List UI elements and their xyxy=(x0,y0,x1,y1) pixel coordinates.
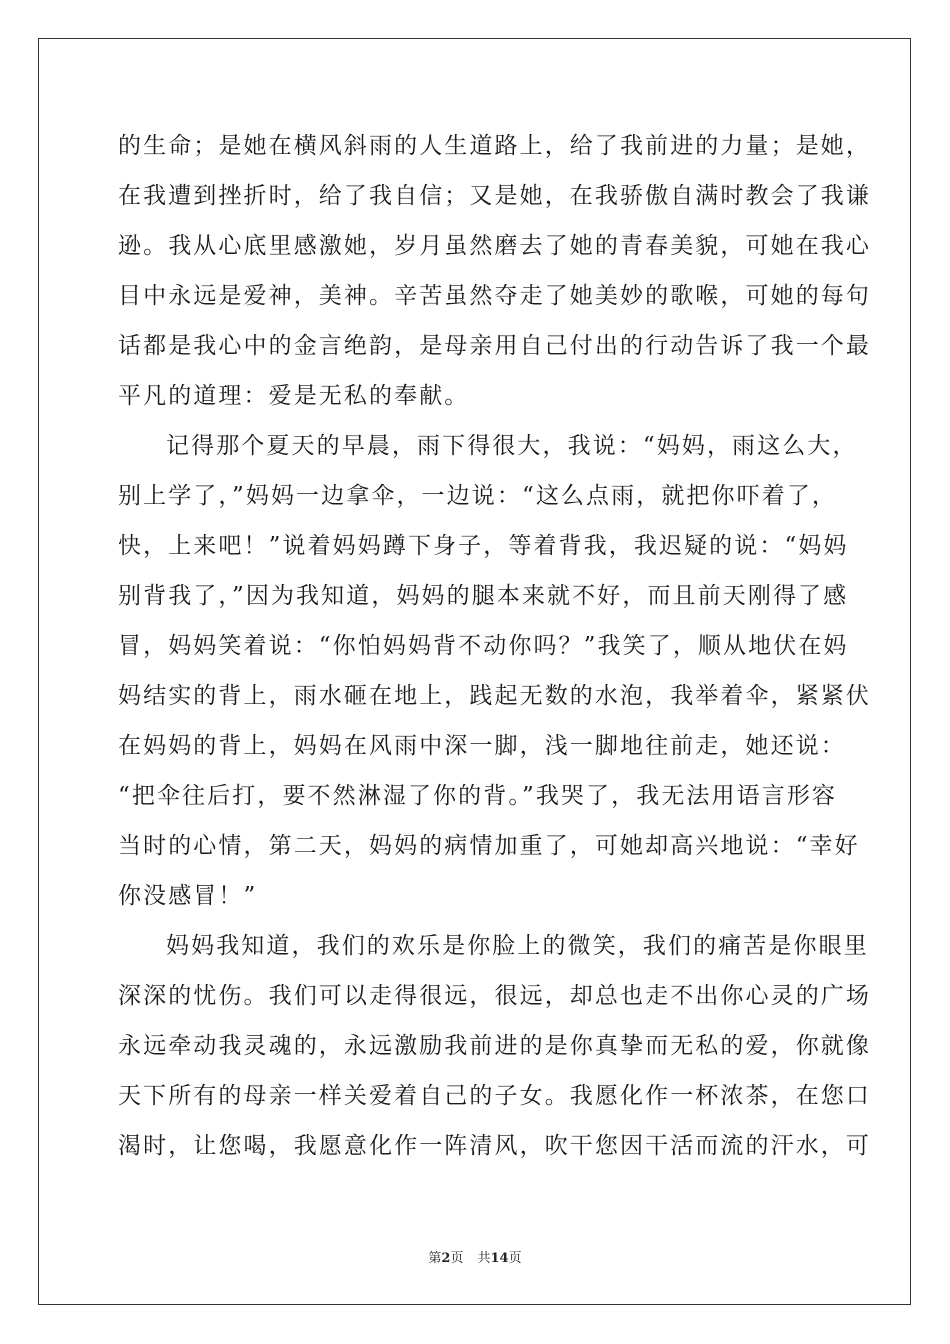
text-line: 妈结实的背上，雨水砸在地上，践起无数的水泡，我举着伞，紧紧伏 xyxy=(118,683,871,709)
text-line: 目中永远是爱神，美神。辛苦虽然夺走了她美妙的歌喉，可她的每句 xyxy=(118,283,871,309)
footer-total-prefix: 共 xyxy=(477,1251,491,1266)
text-line: 深深的忧伤。我们可以走得很远，很远，却总也走不出你心灵的广场 xyxy=(118,983,871,1009)
total-page-number: 14 xyxy=(490,1251,509,1266)
text-line: “把伞往后打，要不然淋湿了你的背。”我哭了，我无法用语言形容 xyxy=(118,783,838,809)
text-line: 话都是我心中的金言绝韵，是母亲用自己付出的行动告诉了我一个最 xyxy=(118,333,871,359)
text-line: 你没感冒！” xyxy=(118,883,258,909)
text-line: 在妈妈的背上，妈妈在风雨中深一脚，浅一脚地往前走，她还说： xyxy=(118,733,846,759)
text-line: 天下所有的母亲一样关爱着自己的子女。我愿化作一杯浓茶，在您口 xyxy=(118,1083,871,1109)
text-line: 妈妈我知道，我们的欢乐是你脸上的微笑，我们的痛苦是你眼里 xyxy=(166,933,869,959)
text-line: 别上学了，”妈妈一边拿伞，一边说：“这么点雨，就把你吓着了， xyxy=(118,483,838,509)
text-line: 的生命；是她在横风斜雨的人生道路上，给了我前进的力量；是她， xyxy=(118,133,871,159)
text-line: 渴时，让您喝，我愿意化作一阵清风，吹干您因干活而流的汗水，可 xyxy=(118,1133,871,1159)
current-page-number: 2 xyxy=(441,1251,451,1266)
text-line: 冒，妈妈笑着说：“你怕妈妈背不动你吗？”我笑了，顺从地伏在妈 xyxy=(118,633,849,659)
footer-page-prefix: 第 xyxy=(428,1251,442,1266)
page-footer xyxy=(0,1247,950,1266)
text-line: 在我遭到挫折时，给了我自信；又是她，在我骄傲自满时教会了我谦 xyxy=(118,183,871,209)
text-line: 逊。我从心底里感激她，岁月虽然磨去了她的青春美貌，可她在我心 xyxy=(118,233,871,259)
text-line: 快，上来吧！”说着妈妈蹲下身子，等着背我，我迟疑的说：“妈妈 xyxy=(118,533,849,559)
footer-page-suffix: 页 xyxy=(450,1251,464,1266)
text-line: 平凡的道理：爱是无私的奉献。 xyxy=(118,383,470,409)
text-line: 别背我了，”因为我知道，妈妈的腿本来就不好，而且前天刚得了感 xyxy=(118,583,849,609)
text-line: 永远牵动我灵魂的，永远激励我前进的是你真挚而无私的爱，你就像 xyxy=(118,1033,871,1059)
document-body xyxy=(118,121,871,1171)
text-line: 当时的心情，第二天，妈妈的病情加重了，可她却高兴地说：“幸好 xyxy=(118,833,860,859)
footer-total-suffix: 页 xyxy=(508,1251,522,1266)
text-line: 记得那个夏天的早晨，雨下得很大，我说：“妈妈，雨这么大， xyxy=(166,433,858,459)
